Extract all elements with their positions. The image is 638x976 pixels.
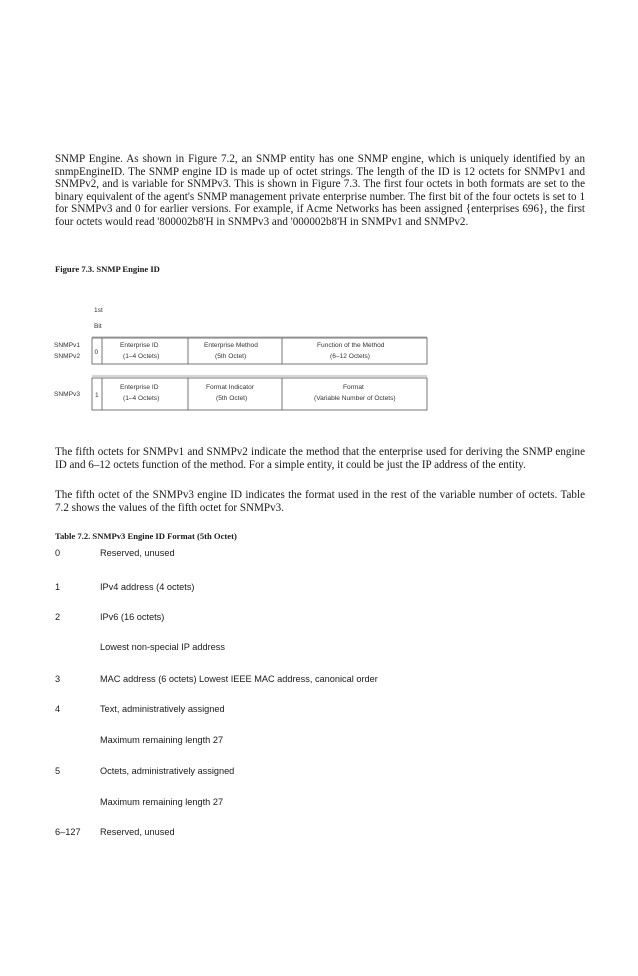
- snmp-engine-id-figure: [40, 300, 440, 420]
- figure-cell: (Variable Number of Octets): [314, 395, 396, 402]
- table-code: 0: [55, 548, 61, 558]
- table-row: [55, 546, 585, 560]
- table-caption: Table 7.2. SNMPv3 Engine ID Format (5th Octet): [55, 531, 237, 541]
- table-row: [55, 795, 585, 809]
- table-desc: IPv6 (16 octets): [100, 612, 165, 622]
- figure-cell: Format Indicator: [206, 384, 255, 391]
- figure-header-bit: Bit: [94, 323, 102, 330]
- figure-cell: (1–4 Octets): [123, 395, 160, 402]
- table-row: [55, 610, 585, 624]
- table-desc: Reserved, unused: [100, 827, 175, 837]
- figure-cell: (5th Octet): [216, 395, 248, 402]
- table-row: [55, 825, 585, 839]
- table-row: [55, 702, 585, 716]
- figure-row-label-v2: SNMPv2: [54, 353, 81, 360]
- figure-row-v3-box: [92, 378, 427, 410]
- figure-cell: Function of the Method: [317, 342, 385, 349]
- figure-cell: Enterprise ID: [120, 384, 159, 391]
- figure-header-1st: 1st: [94, 307, 103, 314]
- table-desc: IPv4 address (4 octets): [100, 582, 195, 592]
- table-desc: Octets, administratively assigned: [100, 766, 235, 776]
- body-paragraph: SNMP Engine. As shown in Figure 7.2, an SNMP entity has one SNMP engine, which is uniquely identified by an snmpEngineID. The SNMP engine ID is made up of octet strings. The length of the ID is 12 octets for SNMPv1 and SNMPv2, and is variable for SNMPv3. This is shown in Figure 7.3. The first four octets in both formats are set to the binary equivalent of the agent's SNMP management private enterprise number. The first bit of the four octets is set to 1 for SNMPv3 and 0 for earlier versions. For example, if Acme Networks has been assigned {enterprises 696}, the first four octets would read '800002b8'H in SNMPv3 and '000002b8'H in SNMPv1 and SNMPv2.: [55, 153, 585, 228]
- figure-cell: Format: [343, 384, 364, 391]
- table-code: 6–127: [55, 827, 81, 837]
- table-row: [55, 672, 585, 686]
- figure-cell: (6–12 Octets): [330, 353, 370, 360]
- table-code: 4: [55, 704, 61, 714]
- figure-row-label-v3: SNMPv3: [54, 391, 81, 398]
- table-row: [55, 764, 585, 778]
- table-desc: Reserved, unused: [100, 548, 175, 558]
- figure-bit-v3: 1: [95, 392, 99, 399]
- table-desc: Maximum remaining length 27: [100, 735, 224, 745]
- table-row: [55, 640, 585, 654]
- table-code: 5: [55, 766, 61, 776]
- table-code: 1: [55, 582, 61, 592]
- figure-cell: Enterprise Method: [204, 342, 258, 349]
- body-paragraph: The fifth octet of the SNMPv3 engine ID indicates the format used in the rest of the variable number of octets. Table 7.2 shows the values of the fifth octet for SNMPv3.: [55, 489, 585, 514]
- table-row: [55, 733, 585, 747]
- table-desc: Maximum remaining length 27: [100, 797, 224, 807]
- table-code: 3: [55, 674, 61, 684]
- table-desc: Text, administratively assigned: [100, 704, 225, 714]
- figure-cell: (5th Octet): [215, 353, 247, 360]
- figure-row-label-v1: SNMPv1: [54, 342, 81, 349]
- table-code: 2: [55, 612, 61, 622]
- table-row: [55, 580, 585, 594]
- body-paragraph: The fifth octets for SNMPv1 and SNMPv2 indicate the method that the enterprise used for deriving the SNMP engine ID and 6–12 octets function of the method. For a simple entity, it could be just the IP address of the entity.: [55, 446, 585, 471]
- table-desc: MAC address (6 octets) Lowest IEEE MAC address, canonical order: [100, 674, 378, 684]
- figure-cell: Enterprise ID: [120, 342, 159, 349]
- figure-cell: (1–4 Octets): [123, 353, 160, 360]
- figure-caption: Figure 7.3. SNMP Engine ID: [55, 264, 160, 274]
- figure-bit-v1v2: 0: [94, 349, 99, 356]
- table-desc: Lowest non-special IP address: [100, 642, 225, 652]
